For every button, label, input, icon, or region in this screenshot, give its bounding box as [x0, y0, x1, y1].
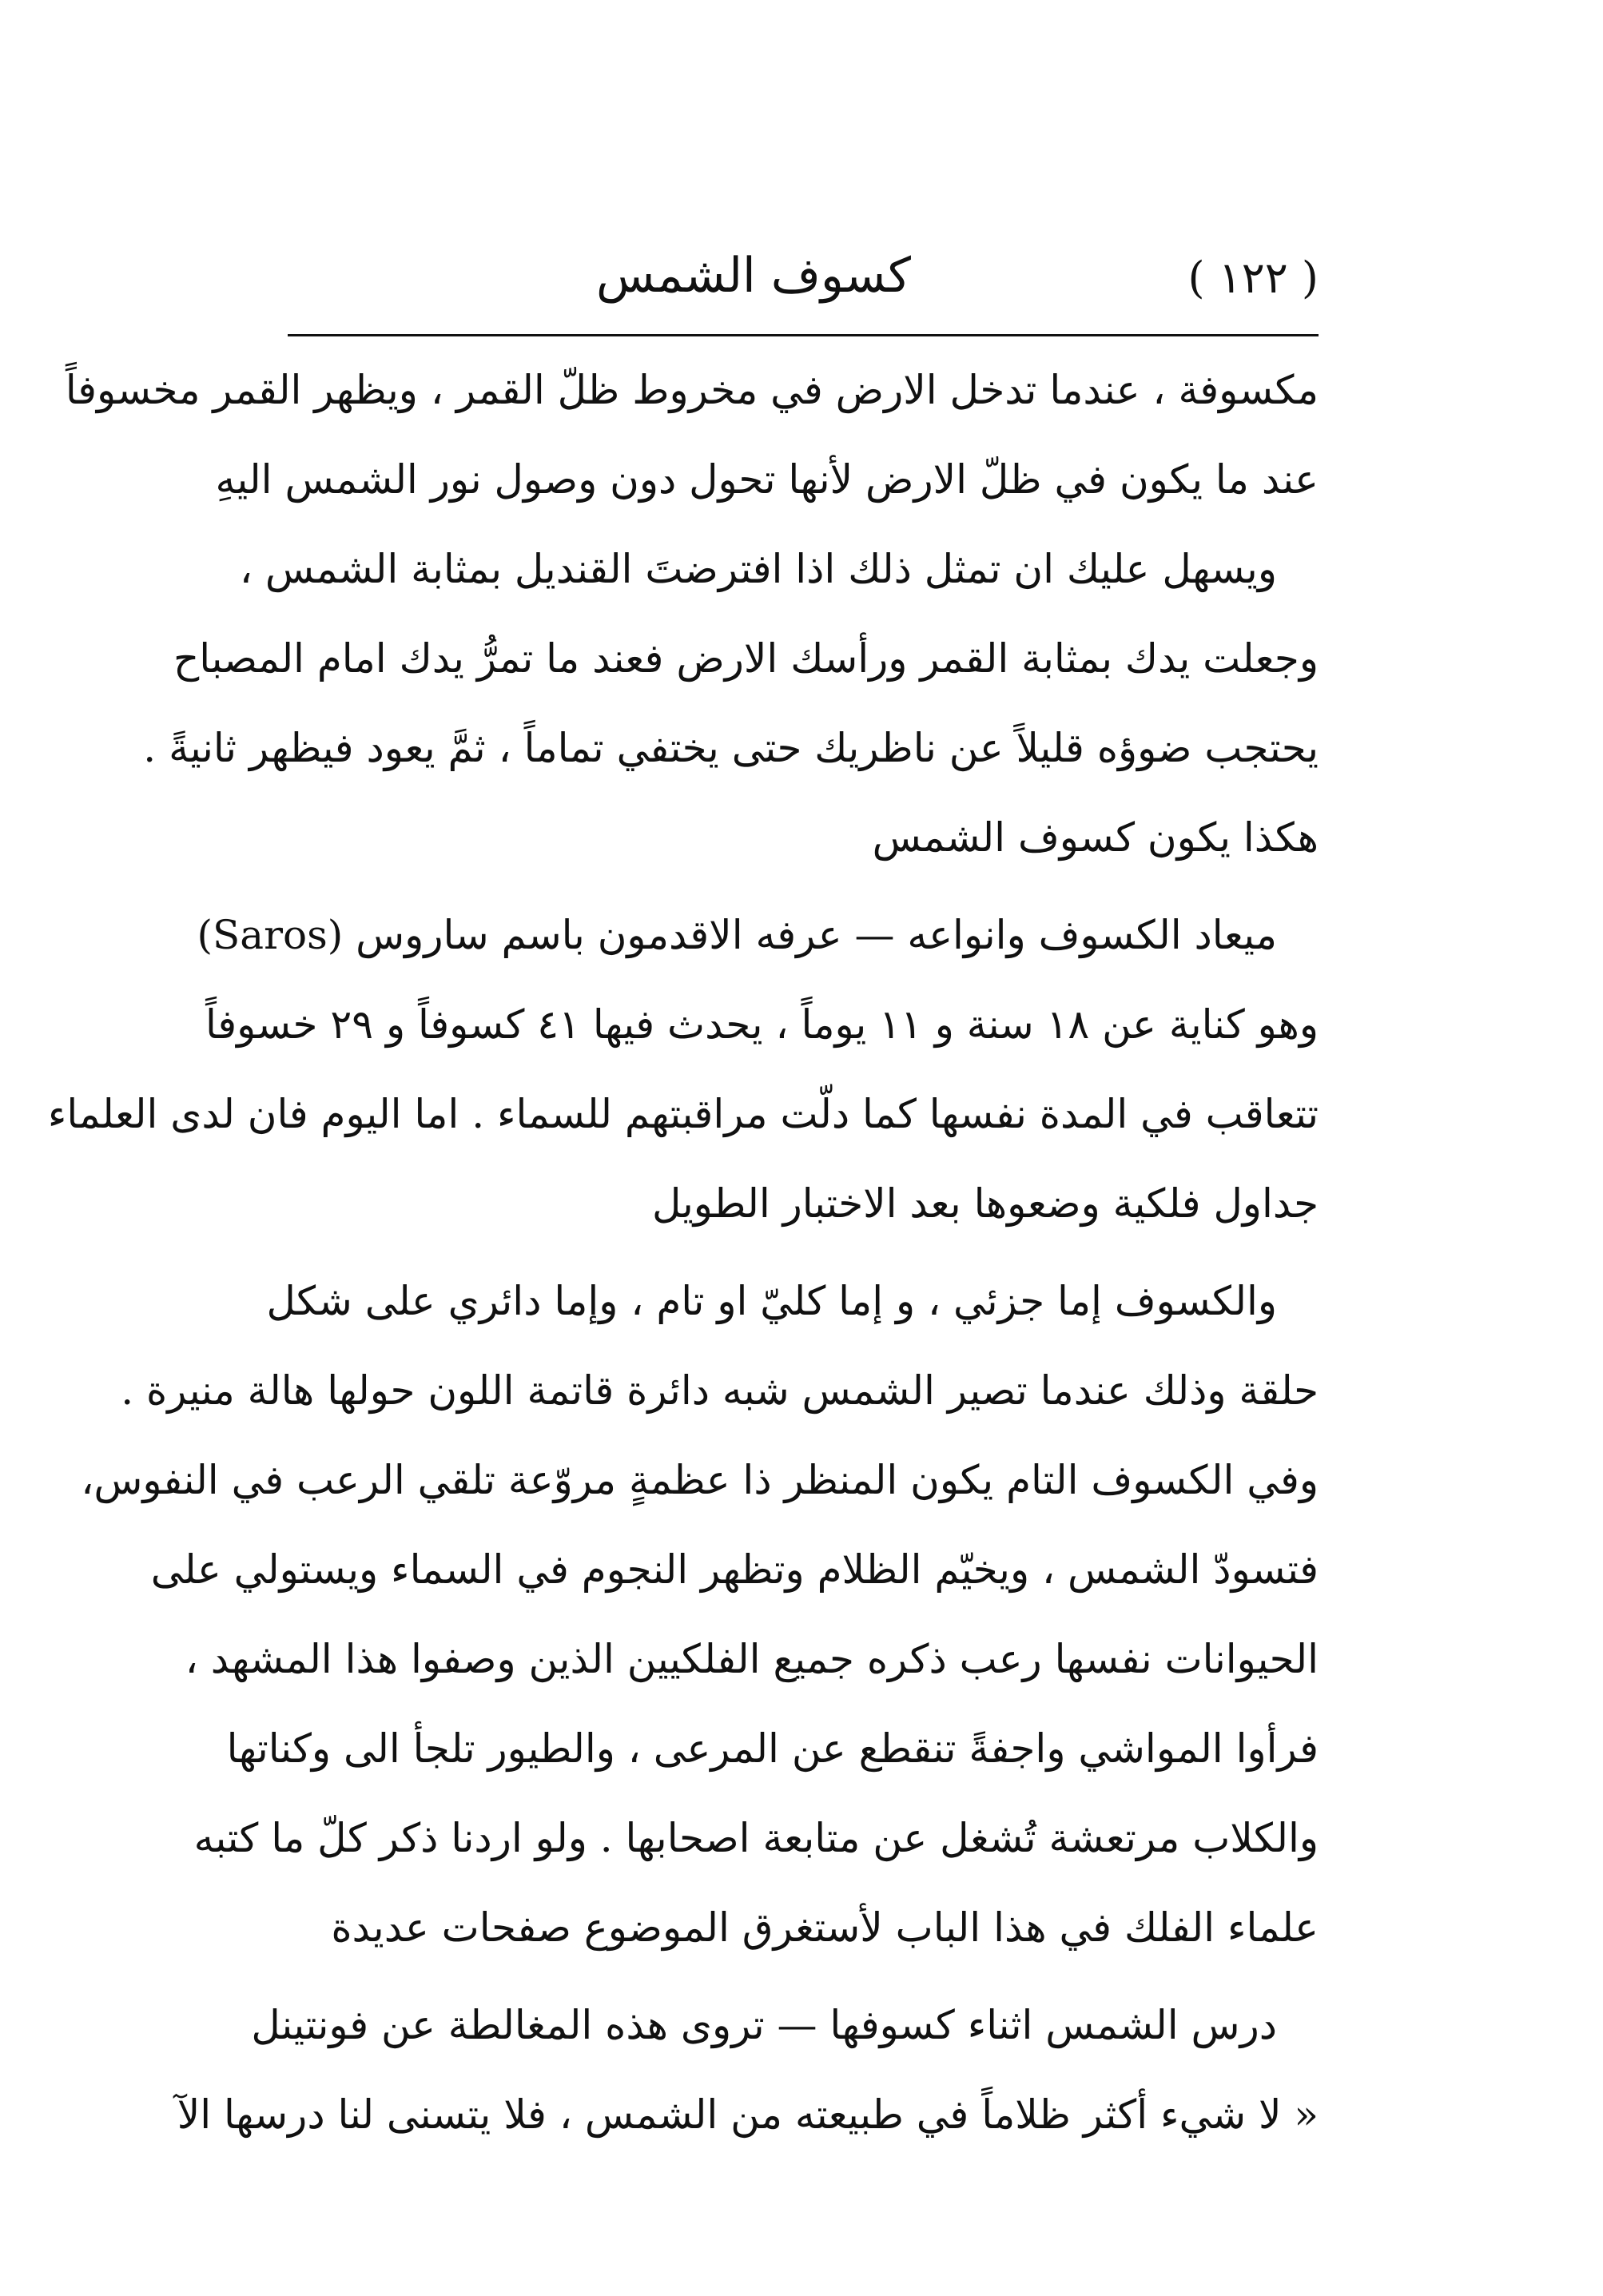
text-line: ميعاد الكسوف وانواعه — عرفه الاقدمون باسم ساروس (Saros)	[197, 912, 1277, 958]
text-line: وهو كناية عن ١٨ سنة و ١١ يوماً ، يحدث فيها ٤١ كسوفاً و ٢٩ خسوفاً	[205, 1001, 1319, 1048]
text-line: درس الشمس اثناء كسوفها — تروى هذه المغالطة عن فونتينل	[251, 2002, 1277, 2048]
text-line: يحتجب ضوؤه قليلاً عن ناظريك حتى يختفي تماماً ، ثمَّ يعود فيظهر ثانيةً .	[143, 725, 1319, 771]
text-line: فرأوا المواشي واجفةً تنقطع عن المرعى ، والطيور تلجأ الى وكناتها	[226, 1725, 1319, 1772]
text-line: مكسوفة ، عندما تدخل الارض في مخروط ظلّ القمر ، ويظهر القمر مخسوفاً	[65, 367, 1319, 413]
text-line: فتسودّ الشمس ، ويخيّم الظلام وتظهر النجوم في السماء ويستولي على	[150, 1546, 1319, 1593]
text-line: وفي الكسوف التام يكون المنظر ذا عظمةٍ مروّعة تلقي الرعب في النفوس،	[81, 1457, 1319, 1503]
text-line: جداول فلكية وضعوها بعد الاختبار الطويل	[651, 1180, 1319, 1227]
header-rule	[288, 334, 1319, 336]
running-title: كسوف الشمس	[595, 248, 911, 304]
body-text	[47, 345, 1319, 2159]
page-header	[288, 240, 1319, 328]
text-line: وجعلت يدك بمثابة القمر ورأسك الارض فعند ما تمرُّ يدك امام المصباح	[173, 635, 1319, 682]
text-line: حلقة وذلك عندما تصير الشمس شبه دائرة قاتمة اللون حولها هالة منيرة .	[121, 1367, 1319, 1414]
text-line: علماء الفلك في هذا الباب لأستغرق الموضوع صفحات عديدة	[331, 1904, 1319, 1951]
page-number: ( ١٢٢ )	[1187, 253, 1319, 303]
text-line: والكسوف إما جزئي ، و إما كليّ او تام ، وإما دائري على شكل	[266, 1278, 1277, 1324]
text-line: ويسهل عليك ان تمثل ذلك اذا افترضتَ القنديل بمثابة الشمس ،	[239, 546, 1277, 592]
text-line: الحيوانات نفسها رعب ذكره جميع الفلكيين الذين وصفوا هذا المشهد ،	[185, 1636, 1319, 1682]
text-line: والكلاب مرتعشة تُشغل عن متابعة اصحابها . ولو اردنا ذكر كلّ ما كتبه	[193, 1815, 1319, 1861]
text-line: عند ما يكون في ظلّ الارض لأنها تحول دون وصول نور الشمس اليهِ	[215, 456, 1319, 503]
text-line: تتعاقب في المدة نفسها كما دلّت مراقبتهم للسماء . اما اليوم فان لدى العلماء	[47, 1091, 1319, 1137]
text-line: « لا شيء أكثر ظلاماً في طبيعته من الشمس ، فلا يتسنى لنا درسها الآ	[177, 2091, 1319, 2138]
text-line: هكذا يكون كسوف الشمس	[872, 814, 1319, 861]
